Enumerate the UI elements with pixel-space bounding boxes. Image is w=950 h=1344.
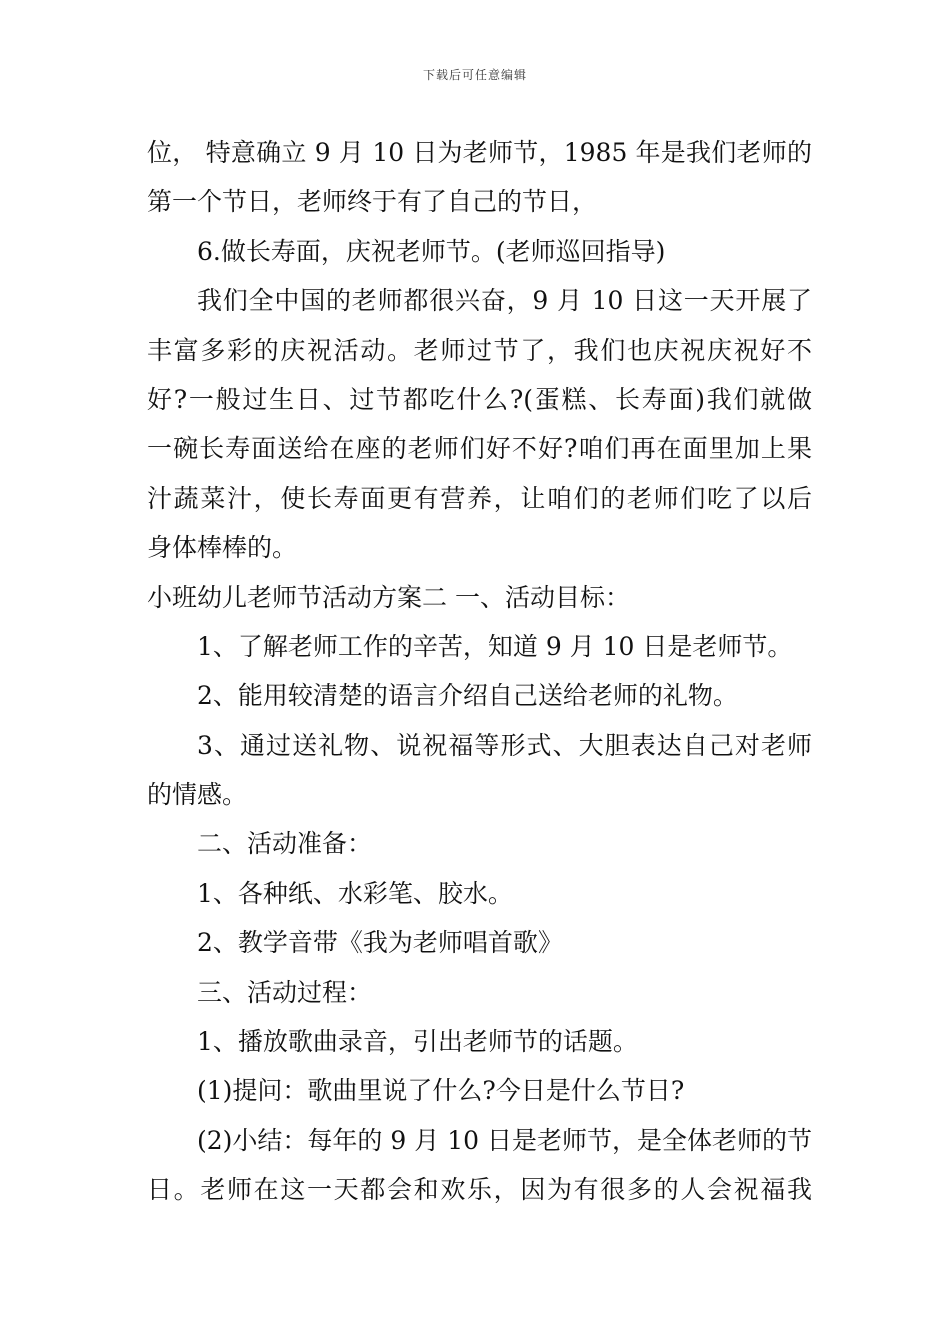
list-item: 3、通过送礼物、说祝福等形式、大胆表达自己对老师 [197,730,812,760]
list-item: (1)提问：歌曲里说了什么?今日是什么节日? [197,1076,685,1106]
text-line: 好?一般过生日、过节都吃什么?(蛋糕、长寿面)我们就做 [147,384,812,414]
section-heading: 二、活动准备： [197,829,373,859]
list-item: 1、各种纸、水彩笔、胶水。 [197,878,513,908]
text-line: 的情感。 [147,780,248,810]
document-body [147,128,812,1215]
text-line: 一碗长寿面送给在座的老师们好不好?咱们再在面里加上果 [147,434,812,464]
text-line: 丰富多彩的庆祝活动。老师过节了，我们也庆祝庆祝好不 [147,335,812,365]
text-line: 位， 特意确立 9 月 10 日为老师节，1985 年是我们老师的 [147,138,812,167]
list-item: 2、教学音带《我为老师唱首歌》 [197,928,563,958]
text-line: 汁蔬菜汁，使长寿面更有营养，让咱们的老师们吃了以后 [147,483,812,513]
page-header: 下载后可任意编辑 [422,68,527,82]
text-line: 第一个节日，老师终于有了自己的节日， [147,187,598,217]
text-line: 身体棒棒的。 [147,533,298,563]
section-heading: 小班幼儿老师节活动方案二 一、活动目标： [147,582,630,612]
list-item: 2、能用较清楚的语言介绍自己送给老师的礼物。 [197,681,738,711]
section-heading: 三、活动过程： [197,977,373,1007]
text-line: 日。老师在这一天都会和欢乐，因为有很多的人会祝福我 [147,1175,812,1205]
list-item: 1、播放歌曲录音，引出老师节的话题。 [197,1027,638,1057]
list-item: 1、了解老师工作的辛苦，知道 9 月 10 日是老师节。 [197,631,793,661]
list-item: (2)小结：每年的 9 月 10 日是老师节，是全体老师的节 [197,1125,812,1155]
text-line: 6.做长寿面，庆祝老师节。(老师巡回指导) [197,236,666,266]
text-line: 我们全中国的老师都很兴奋，9 月 10 日这一天开展了 [197,286,812,316]
